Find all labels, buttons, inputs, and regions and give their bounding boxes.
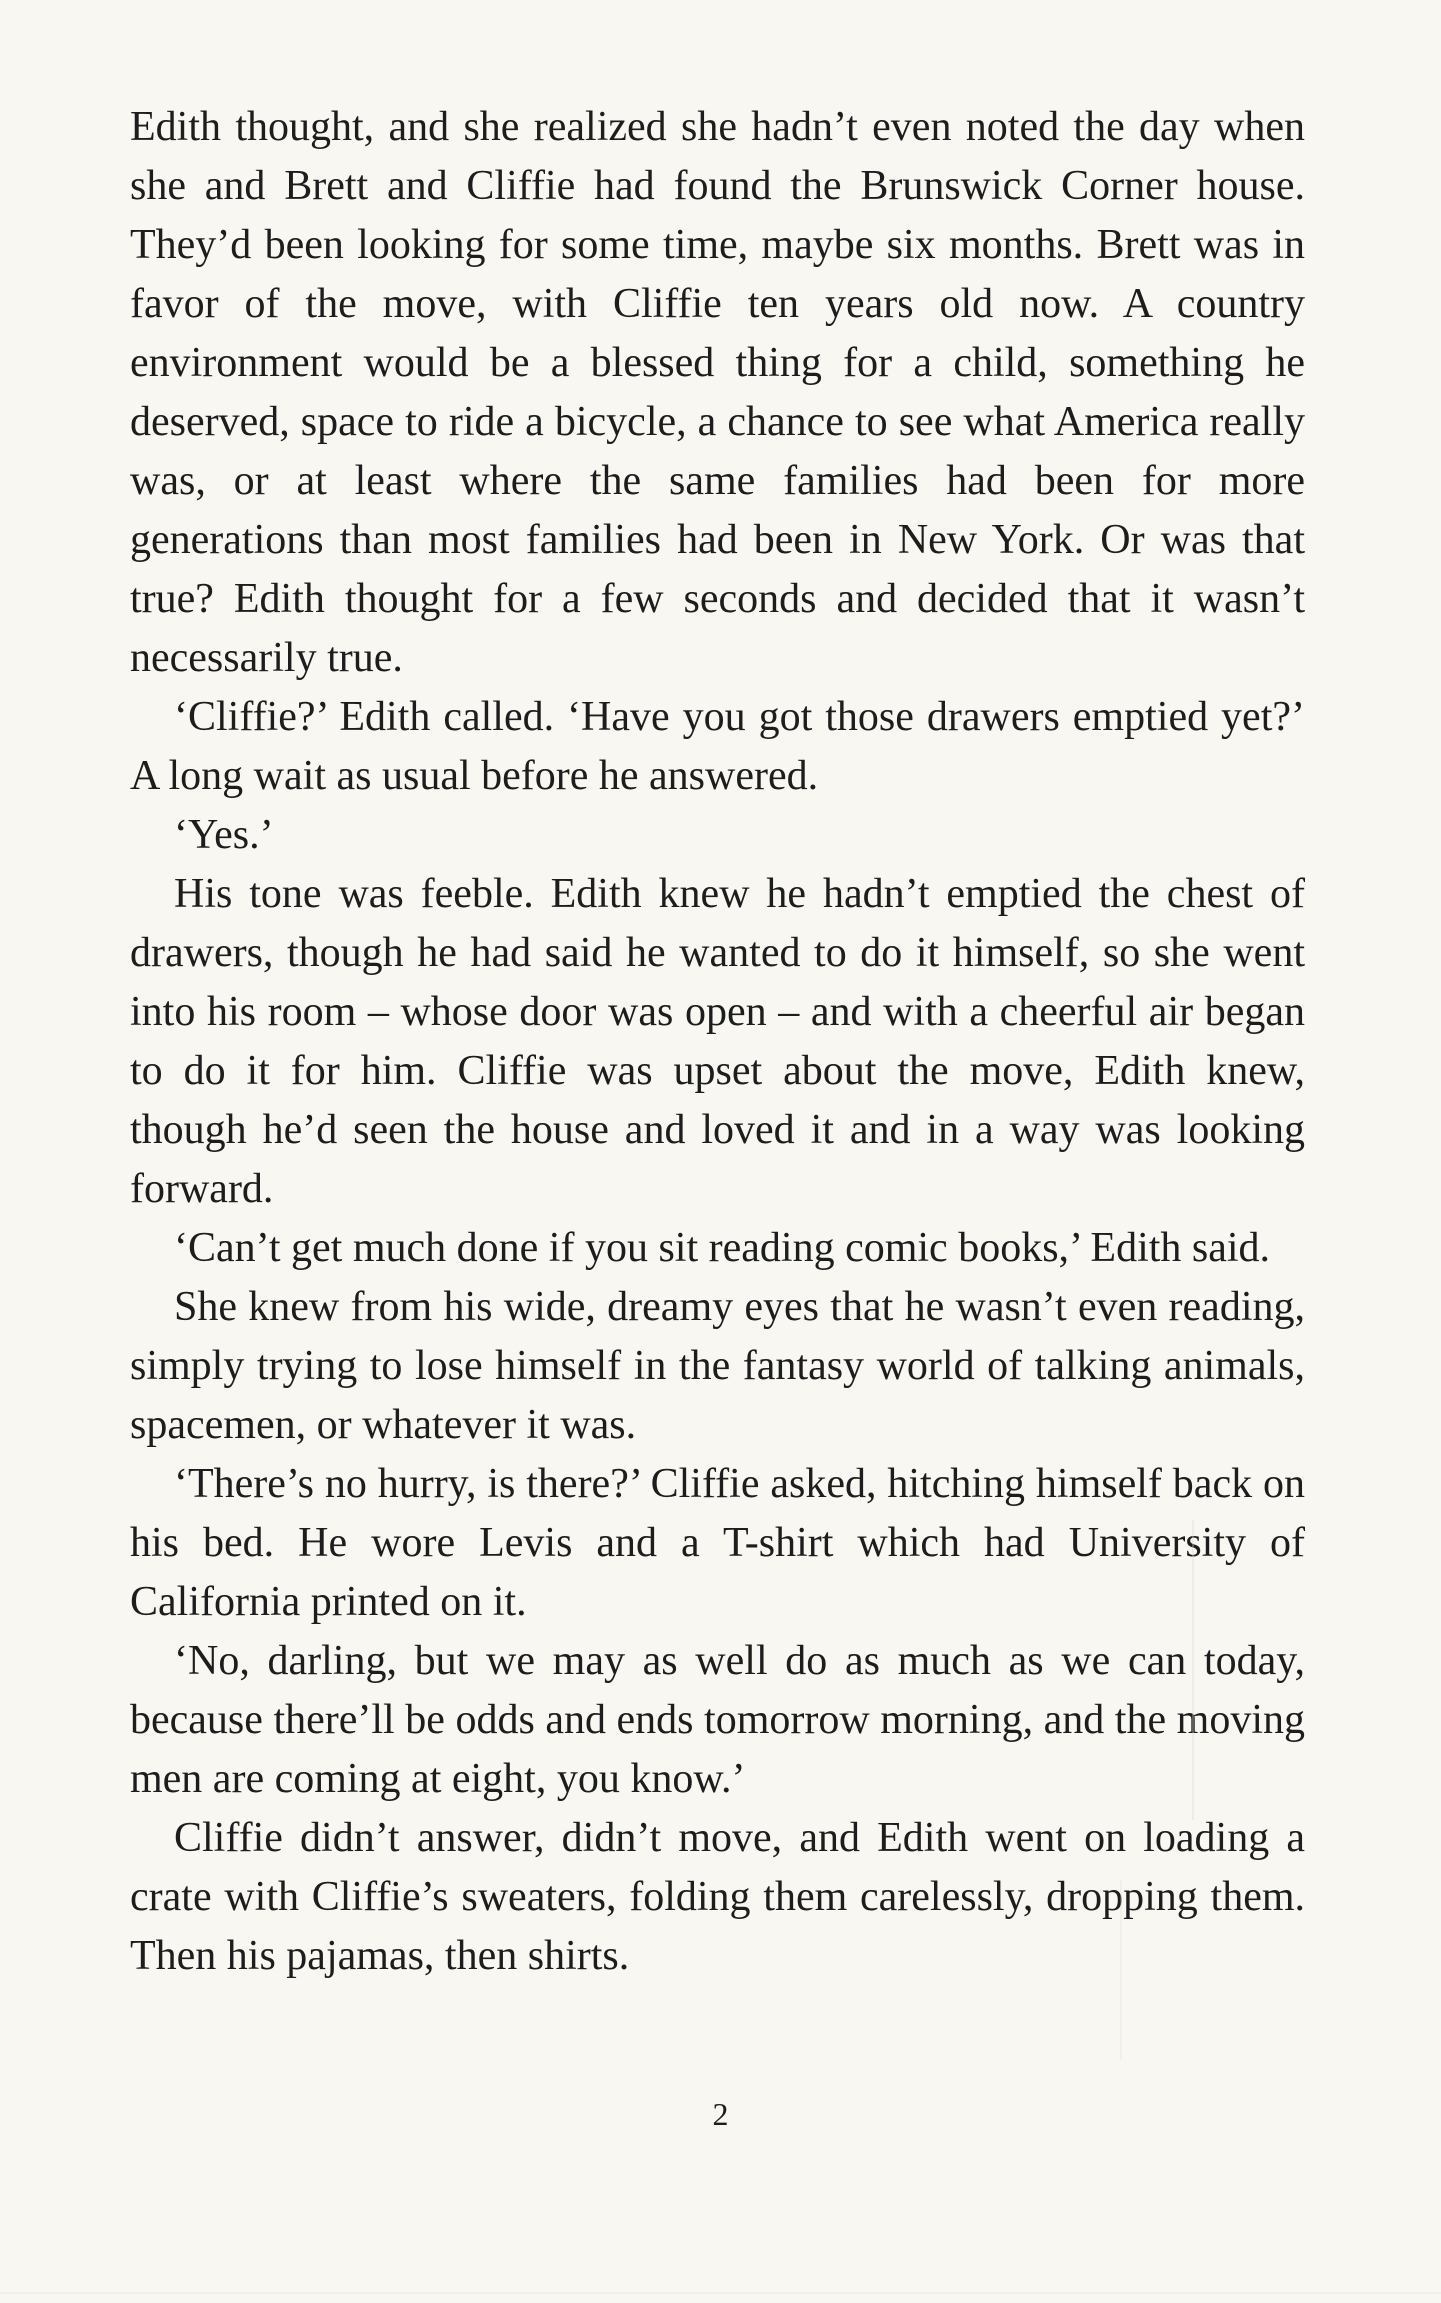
paragraph-2: ‘Cliffie?’ Edith called. ‘Have you got those drawers emptied yet?’ A long wait as usual before he answered. (130, 694, 1305, 799)
paragraph-1: Edith thought, and she realized she hadn’t even noted the day when she and Brett and Cliffie had found the Brunswick Corner house. They’d been looking for some time, maybe six months. Brett was in favor of the move, with Cliffie ten years old now. A country environment would be a blessed thing for a child, something he deserved, space to ride a bicycle, a chance to see what America really was, or at least where the same families had been for more generations than most families had been in New York. Or was that true? Edith thought for a few seconds and decided that it wasn’t necessarily true. (130, 104, 1305, 681)
body-text (130, 98, 1305, 1986)
paragraph-9: Cliffie didn’t answer, didn’t move, and Edith went on loading a crate with Cliffie’s sweaters, folding them carelessly, dropping them. Then his pajamas, then shirts. (130, 1815, 1305, 1979)
paragraph-3: ‘Yes.’ (174, 812, 274, 858)
paragraph-4: His tone was feeble. Edith knew he hadn’t emptied the chest of drawers, though he had said he wanted to do it himself, so she went into his room – whose door was open – and with a cheerful air began to do it for him. Cliffie was upset about the move, Edith knew, though he’d seen the house and loved it and in a way was looking forward. (130, 871, 1305, 1212)
paragraph-6: She knew from his wide, dreamy eyes that he wasn’t even reading, simply trying to lose himself in the fantasy world of talking animals, spacemen, or whatever it was. (130, 1284, 1305, 1448)
paragraph-5: ‘Can’t get much done if you sit reading comic books,’ Edith said. (174, 1225, 1271, 1271)
paragraph-7: ‘There’s no hurry, is there?’ Cliffie asked, hitching himself back on his bed. He wore Levis and a T-shirt which had University of California printed on it. (130, 1461, 1305, 1625)
scan-mark-3 (0, 2292, 1441, 2294)
paragraph-8: ‘No, darling, but we may as well do as much as we can today, because there’ll be odds and ends tomorrow morning, and the moving men are coming at eight, you know.’ (130, 1638, 1305, 1802)
scan-mark-2 (1120, 1880, 1122, 2060)
scan-mark-1 (1192, 1520, 1194, 1820)
page-number: 2 (712, 2096, 729, 2132)
